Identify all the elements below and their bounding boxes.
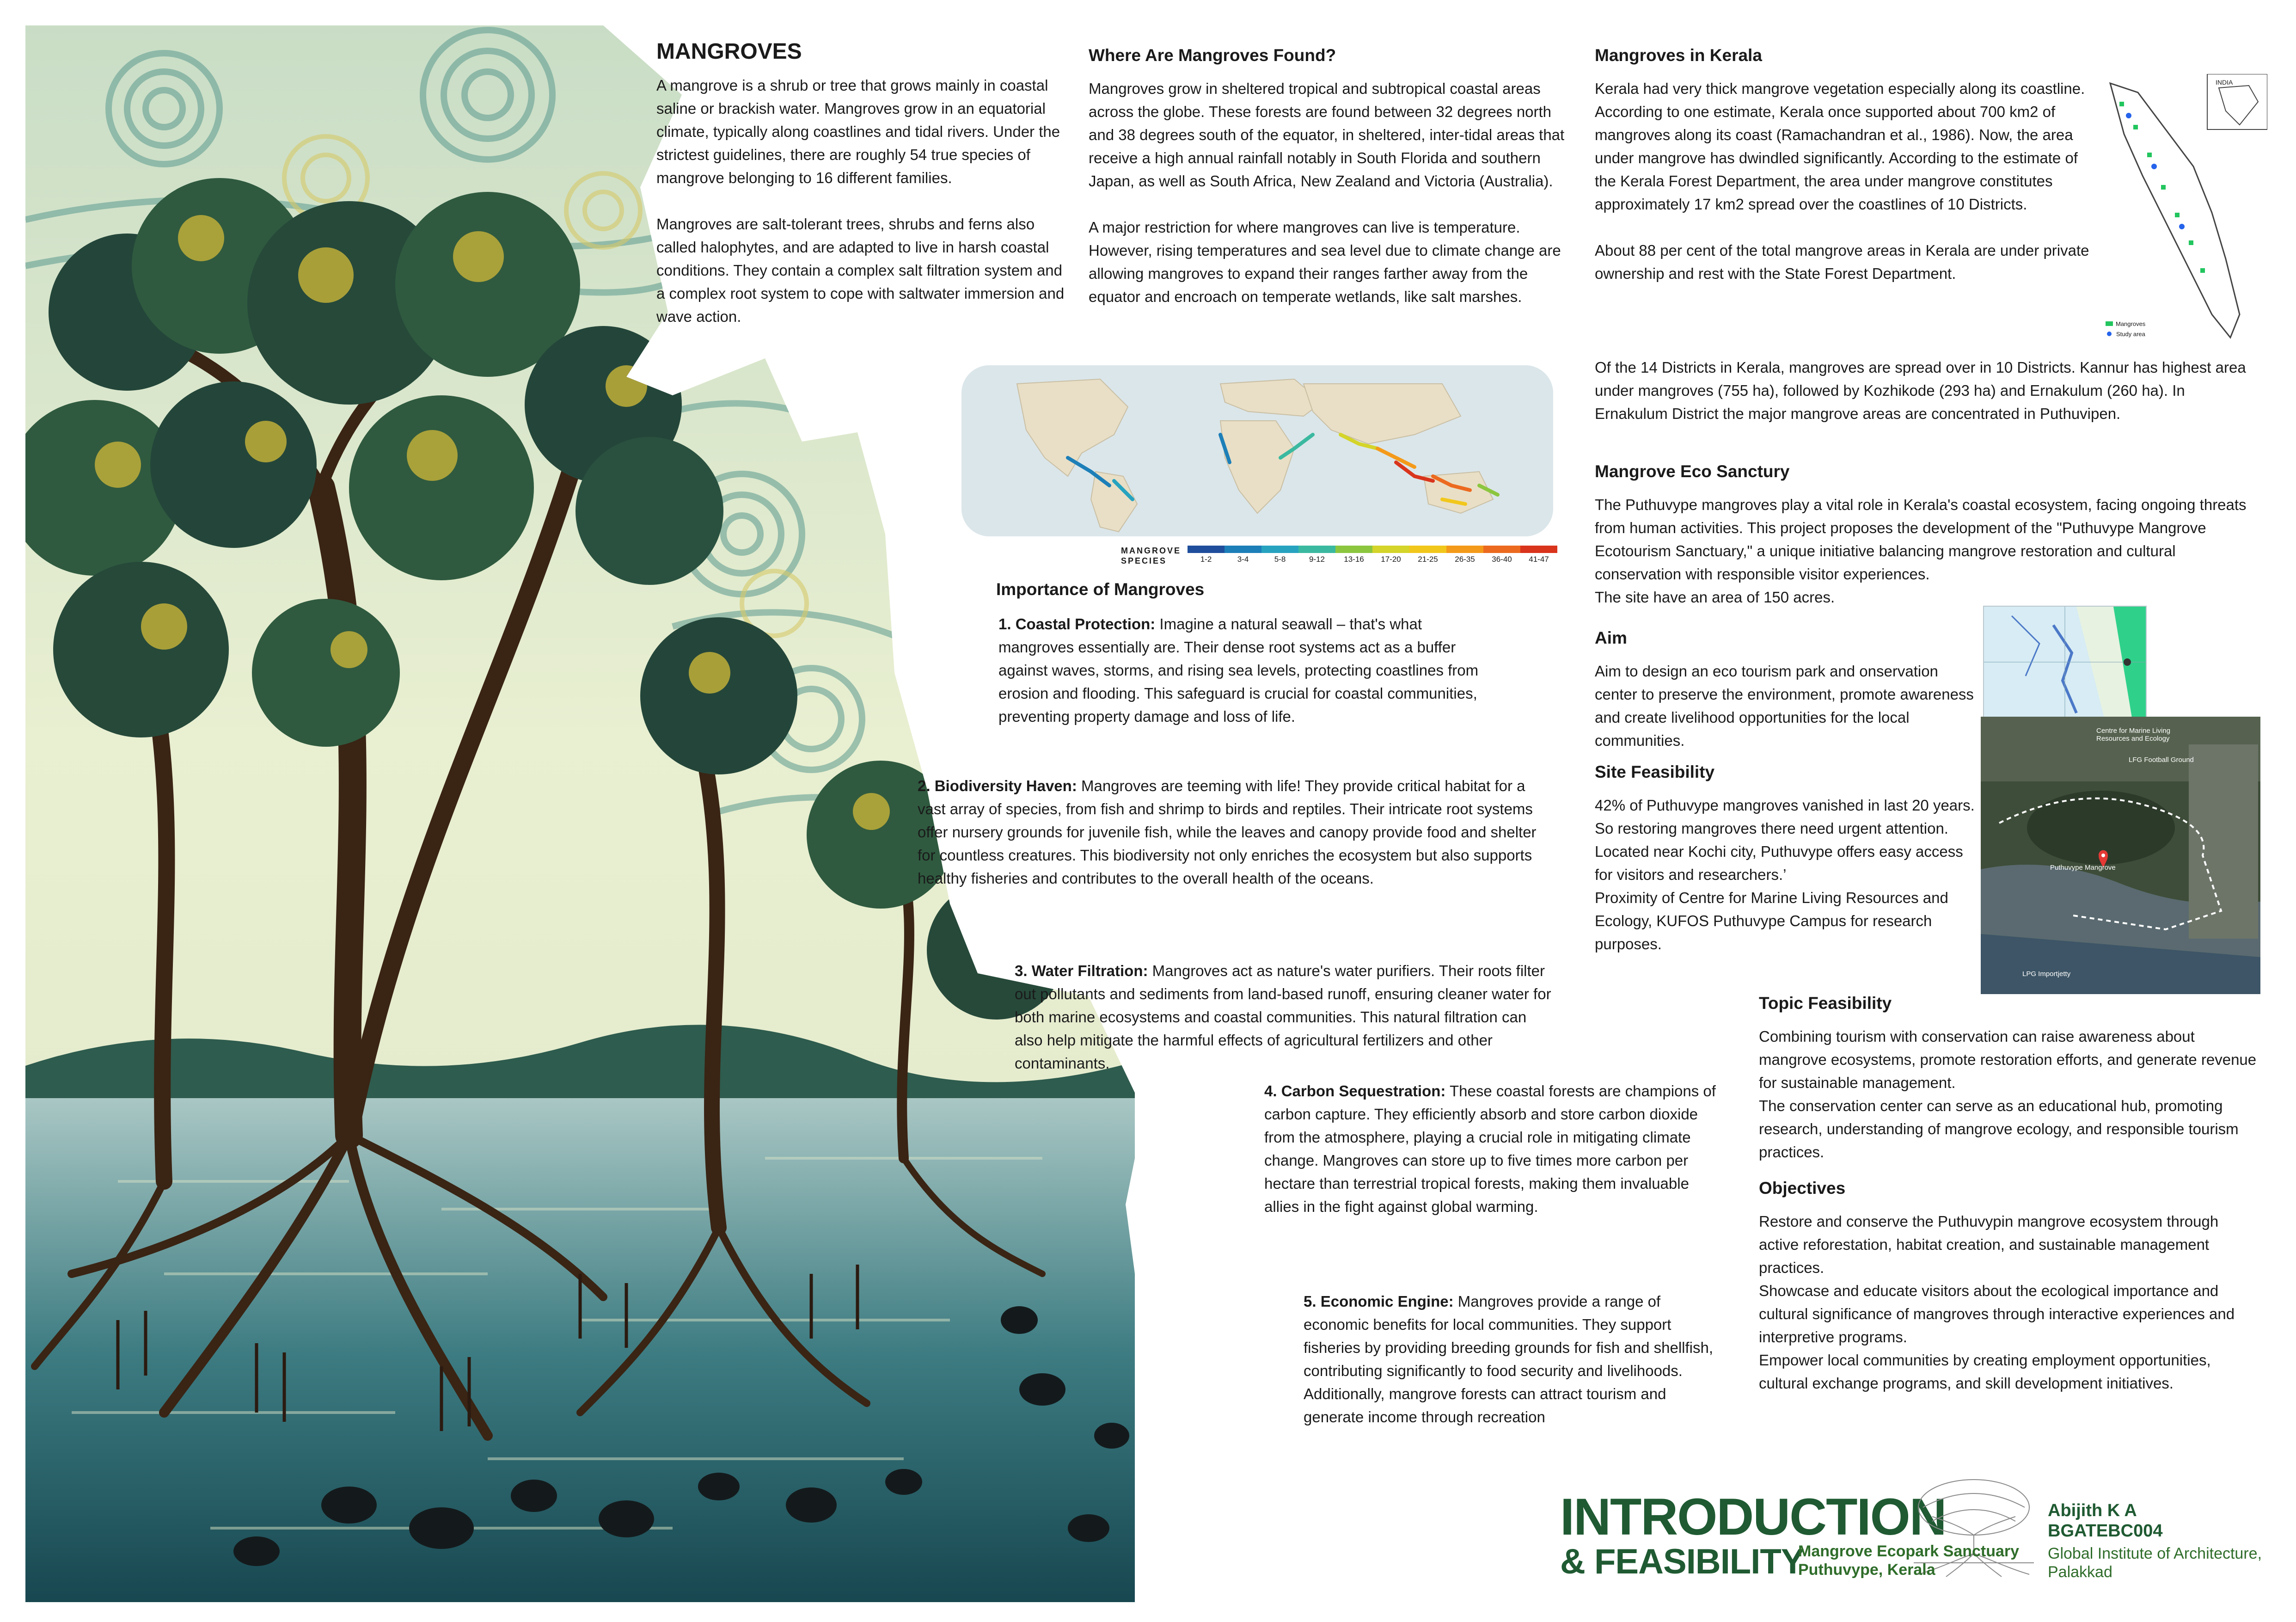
map-label-football: LFG Football Ground	[2129, 756, 2194, 764]
found-section	[1089, 44, 1574, 308]
world-mangrove-map	[961, 365, 1553, 536]
legend-bin-label: 9-12	[1309, 555, 1325, 564]
legend-swatch	[1409, 546, 1446, 553]
topic-title: Topic Feasibility	[1759, 994, 1892, 1013]
legend-swatch	[1372, 546, 1409, 553]
footer-id: BGATEBC004	[2048, 1521, 2163, 1541]
legend-bin-label: 36-40	[1492, 555, 1512, 564]
kerala-paragraph-3: Of the 14 Districts in Kerala, mangroves are spread over in 10 Districts. Kannur has highest area under mangroves (755 ha), followed by Kozhikode (293 ha) and Ernakulum (260 ha). In Ernakulum District the major mangrove areas are concentrated in Puthuvipen.	[1595, 359, 2246, 422]
importance-item-2-body: Mangroves are teeming with life! They provide critical habitat for a vast array of species, from fish and shrimp to birds and reptiles. Their intricate root systems offer nursery grounds for juvenile fish, while the leaves and canopy provide food and shelter for countless creatures. This biodiversity not only enriches the ecosystem but also supports healthy fisheries and contributes to the overall health of the oceans.	[918, 777, 1537, 887]
legend-color-bar	[1188, 546, 1557, 553]
importance-item-1-head: Coastal Protection:	[1015, 615, 1156, 633]
objectives-title: Objectives	[1759, 1179, 1846, 1198]
importance-item-5-head: Economic Engine:	[1320, 1293, 1454, 1310]
topic-paragraph-1: Combining tourism with conservation can raise awareness about mangrove ecosystems, promote restoration efforts, and generate revenue for sustainable management.	[1759, 1028, 2257, 1091]
kerala-legend-mangroves	[2106, 319, 2145, 329]
importance-item-2	[918, 774, 1537, 890]
sanctuary-paragraph-1: The Puthuvype mangroves play a vital role in Kerala's coastal ecosystem, facing ongoing threats from human activities. This project proposes the development of the "Puthuvype Mangrove Ecotourism Sanctuary," a unique initiative balancing mangrove restoration and cultural conservation with responsible visitor experiences.	[1595, 496, 2247, 583]
found-title: Where Are Mangroves Found?	[1089, 46, 1336, 65]
legend-swatch	[1261, 546, 1298, 553]
footer-institute	[2048, 1544, 2262, 1581]
site-paragraph-1: 42% of Puthuvype mangroves vanished in last 20 years. So restoring mangroves there need urgent attention.	[1595, 797, 1975, 837]
legend-bin-label: 3-4	[1237, 555, 1249, 564]
intro-title: MANGROVES	[656, 39, 802, 64]
legend-bin-label: 5-8	[1274, 555, 1286, 564]
map-label-mangrove: Puthuvype Mangrove	[2050, 864, 2116, 872]
kerala-map	[2101, 74, 2267, 347]
study-area-dot-icon	[2107, 332, 2112, 336]
importance-item-5-num: 5.	[1304, 1293, 1316, 1310]
legend-swatch	[1298, 546, 1335, 553]
site-paragraph-2: Located near Kochi city, Puthuvype offers easy access for visitors and researchers.’	[1595, 843, 1963, 883]
intro-section	[656, 38, 1072, 328]
objectives-paragraph-3: Empower local communities by creating employment opportunities, cultural exchange programs, and skill development initiatives.	[1759, 1352, 2211, 1392]
world-map-legend	[1121, 546, 1557, 566]
kerala-legend-study	[2106, 329, 2145, 339]
legend-bin-label: 13-16	[1344, 555, 1364, 564]
location-map-graphic	[1984, 607, 2146, 718]
intro-paragraph-2: Mangroves are salt-tolerant trees, shrubs and ferns also called halophytes, and are adapted to live in harsh coastal conditions. They contain a complex salt filtration system and a complex root system to cope with saltwater immersion and wave action.	[656, 215, 1065, 325]
legend-swatch	[1225, 546, 1261, 553]
legend-bin-label: 41-47	[1529, 555, 1549, 564]
importance-item-1-body: Imagine a natural seawall – that's what mangroves essentially are. Their dense root systems act as a buffer against waves, storms, and rising sea levels, protecting coastlines from erosion and flooding. This safeguard is crucial for coastal communities, preventing property damage and loss of life.	[998, 615, 1479, 725]
legend-bin-label: 21-25	[1418, 555, 1438, 564]
footer-author: Abijith K A	[2048, 1501, 2137, 1520]
site-title: Site Feasibility	[1595, 762, 1715, 781]
intro-paragraph-1: A mangrove is a shrub or tree that grows mainly in coastal saline or brackish water. Mangroves grow in an equatorial climate, typically along coastlines and tidal rivers. Under the strictest guidelines, there are roughly 54 true species of mangrove belonging to 16 different families.	[656, 77, 1060, 186]
topic-paragraph-2: The conservation center can serve as an educational hub, promoting research, understanding of mangrove ecology, and responsible tourism practices.	[1759, 1097, 2239, 1161]
kerala-legend-study-label: Study area	[2116, 331, 2145, 338]
importance-item-4-num: 4.	[1264, 1082, 1277, 1100]
kerala-map-graphic	[2101, 74, 2267, 347]
footer-institute-line-2: Palakkad	[2048, 1563, 2112, 1581]
kerala-section	[1595, 44, 2094, 285]
importance-item-1-num: 1.	[998, 615, 1011, 633]
kerala-paragraph-2: About 88 per cent of the total mangrove areas in Kerala are under private ownership and rest with the State Forest Department.	[1595, 242, 2089, 282]
legend-bin-labels	[1188, 553, 1557, 566]
aim-title: Aim	[1595, 628, 1627, 647]
importance-item-2-num: 2.	[918, 777, 931, 794]
legend-title: MANGROVE SPECIES	[1121, 546, 1182, 565]
legend-bin-label: 26-35	[1455, 555, 1475, 564]
satellite-map-graphic	[1981, 717, 2260, 994]
location-map	[1983, 606, 2147, 719]
importance-item-5-body: Mangroves provide a range of economic benefits for local communities. They support fisheries by providing breeding grounds for fish and shellfish, contributing significantly to food security and livelihoods. Additionally, mangrove forests can attract tourism and generate income through recreation	[1304, 1293, 1714, 1425]
kerala-paragraph-1: Kerala had very thick mangrove vegetation especially along its coastline. According to one estimate, Kerala once supported about 700 km2 of mangroves along its coast (Ramachandran et al., 1986). Now, the area under mangrove has dwindled significantly. According to the estimate of the Kerala Forest Department, the area under mangrove constitutes approximately 17 km2 spread over the coastlines of 10 Districts.	[1595, 80, 2085, 213]
kerala-legend-mangroves-label: Mangroves	[2116, 320, 2146, 327]
footer-institute-line-1: Global Institute of Architecture,	[2048, 1545, 2262, 1562]
legend-swatch	[1483, 546, 1520, 553]
aim-section	[1595, 627, 1978, 752]
footer-title-line-1: INTRODUCTION	[1560, 1488, 1946, 1546]
legend-swatch	[1446, 546, 1483, 553]
importance-item-4-body: These coastal forests are champions of carbon capture. They efficiently absorb and store carbon dioxide from the atmosphere, playing a crucial role in mitigating climate change. Mangroves can store up to five times more carbon per hectare than terrestrial tropical forests, making them invaluable allies in the fight against global warming.	[1264, 1082, 1716, 1215]
objectives-paragraph-1: Restore and conserve the Puthuvypin mangrove ecosystem through active reforestation, habitat creation, and sustainable management practices.	[1759, 1213, 2219, 1276]
importance-item-1	[998, 613, 1479, 728]
sanctuary-title: Mangrove Eco Sanctury	[1595, 462, 1790, 481]
importance-item-2-head: Biodiversity Haven:	[934, 777, 1077, 794]
satellite-site-map	[1981, 717, 2260, 994]
map-label-jetty: LPG Importjetty	[2022, 970, 2071, 978]
found-paragraph-2: A major restriction for where mangroves can live is temperature. However, rising temperatures and sea level due to climate change are allowing mangroves to expand their ranges farther away from the equator and encroach on temperate wetlands, like salt marshes.	[1089, 219, 1561, 305]
site-paragraph-3: Proximity of Centre for Marine Living Resources and Ecology, KUFOS Puthuvype Campus for research purposes.	[1595, 889, 1948, 952]
footer-title-line-2: & FEASIBILITY	[1560, 1542, 1804, 1581]
objectives-section	[1759, 1177, 2258, 1395]
legend-swatch	[1188, 546, 1225, 553]
footer-project	[1798, 1542, 2019, 1579]
importance-item-3	[1015, 959, 1555, 1075]
legend-swatch	[1520, 546, 1557, 553]
legend-bin-label: 17-20	[1381, 555, 1401, 564]
importance-item-4	[1264, 1080, 1717, 1218]
site-section	[1595, 761, 1978, 956]
topic-section	[1759, 992, 2258, 1164]
objectives-paragraph-2: Showcase and educate visitors about the ecological importance and cultural significance of mangroves through interactive experiences and interpretive programs.	[1759, 1282, 2235, 1346]
footer-author-block	[2048, 1500, 2162, 1541]
sanctuary-paragraph-2: The site have an area of 150 acres.	[1595, 589, 1835, 606]
footer-project-line-2: Puthuvype, Kerala	[1798, 1561, 1935, 1579]
importance-item-3-head: Water Filtration:	[1031, 962, 1148, 979]
world-map-graphic	[961, 365, 1553, 536]
importance-title: Importance of Mangroves	[996, 580, 1205, 599]
importance-item-4-head: Carbon Sequestration:	[1281, 1082, 1446, 1100]
legend-swatch	[1335, 546, 1372, 553]
legend-bin-label: 1-2	[1200, 555, 1212, 564]
kerala-title: Mangroves in Kerala	[1595, 46, 1762, 65]
aim-paragraph: Aim to design an eco tourism park and onservation center to preserve the environment, promote awareness and create livelihood opportunities for the local communities.	[1595, 663, 1974, 749]
importance-item-3-body: Mangroves act as nature's water purifiers. Their roots filter out pollutants and sediments from land-based runoff, ensuring cleaner water for both marine ecosystems and coastal communities. This natural filtration can also help mitigate the harmful effects of agricultural fertilizers and other contaminants.	[1015, 962, 1551, 1072]
found-paragraph-1: Mangroves grow in sheltered tropical and subtropical coastal areas across the globe. These forests are found between 32 degrees north and 38 degrees south of the equator, in sheltered, inter-tidal areas that receive a high annual rainfall notably in South Florida and southern Japan, as well as South Africa, New Zealand and Victoria (Australia).	[1089, 80, 1565, 190]
importance-item-3-num: 3.	[1015, 962, 1028, 979]
kerala-map-inset-label: INDIA	[2216, 79, 2233, 86]
mangroves-swatch-icon	[2106, 321, 2113, 326]
importance-item-5	[1304, 1290, 1729, 1429]
map-label-cmlre: Centre for Marine Living Resources and Ecology	[2096, 727, 2171, 743]
footer-project-line-1: Mangrove Ecopark Sanctuary	[1798, 1542, 2020, 1560]
sanctuary-section	[1595, 460, 2260, 609]
kerala-map-legend	[2106, 319, 2145, 339]
